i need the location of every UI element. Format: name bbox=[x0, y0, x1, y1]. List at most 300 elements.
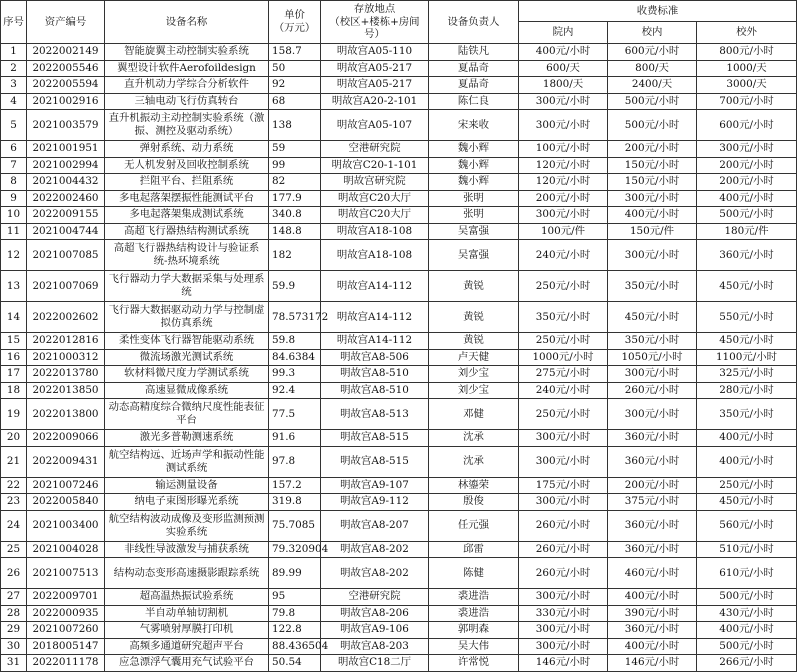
cell-fee-in: 240元/小时 bbox=[519, 382, 608, 399]
table-row bbox=[1, 589, 797, 606]
cell-fee-out: 430元/小时 bbox=[697, 605, 797, 622]
cell-fee-in: 200元/小时 bbox=[519, 190, 608, 207]
cell-price: 148.8 bbox=[269, 223, 321, 240]
cell-fee-out: 360元/小时 bbox=[697, 240, 797, 271]
table-row bbox=[1, 494, 797, 511]
table-row bbox=[1, 382, 797, 399]
cell-price: 79.8 bbox=[269, 605, 321, 622]
cell-fee-out: 400元/小时 bbox=[697, 622, 797, 639]
cell-name: 无人机发射及回收控制系统 bbox=[105, 157, 269, 174]
cell-owner: 吴大伟 bbox=[429, 638, 519, 655]
cell-price: 78.573172 bbox=[269, 302, 321, 333]
table-row bbox=[1, 110, 797, 141]
cell-asset-no: 2021007260 bbox=[27, 622, 105, 639]
cell-fee-out: 3000/天 bbox=[697, 77, 797, 94]
cell-price: 158.7 bbox=[269, 44, 321, 61]
cell-asset-no: 2021002994 bbox=[27, 157, 105, 174]
cell-location: 明故宫C18二厅 bbox=[321, 655, 429, 672]
cell-asset-no: 2022005546 bbox=[27, 60, 105, 77]
cell-fee-out: 250元/小时 bbox=[697, 477, 797, 494]
cell-owner: 任元强 bbox=[429, 510, 519, 541]
cell-location: 明故宫C20大厅 bbox=[321, 207, 429, 224]
cell-seq: 10 bbox=[1, 207, 27, 224]
cell-fee-out: 280元/小时 bbox=[697, 382, 797, 399]
cell-owner: 殷俊 bbox=[429, 494, 519, 511]
cell-fee-school: 300元/小时 bbox=[608, 240, 697, 271]
cell-price: 91.6 bbox=[269, 430, 321, 447]
cell-price: 82 bbox=[269, 174, 321, 191]
cell-price: 59.8 bbox=[269, 333, 321, 350]
cell-location: 明故宫A14-112 bbox=[321, 271, 429, 302]
cell-fee-out: 700元/小时 bbox=[697, 93, 797, 110]
cell-name: 三轴电动飞行仿真转台 bbox=[105, 93, 269, 110]
cell-owner: 许常悦 bbox=[429, 655, 519, 672]
cell-fee-school: 150元/件 bbox=[608, 223, 697, 240]
cell-fee-in: 400元/小时 bbox=[519, 44, 608, 61]
cell-owner: 吴富强 bbox=[429, 223, 519, 240]
cell-fee-in: 120元/小时 bbox=[519, 174, 608, 191]
cell-asset-no: 2022011178 bbox=[27, 655, 105, 672]
cell-location: 明故宫A8-506 bbox=[321, 349, 429, 366]
cell-name: 高速显微成像系统 bbox=[105, 382, 269, 399]
cell-price: 77.5 bbox=[269, 399, 321, 430]
cell-seq: 21 bbox=[1, 446, 27, 477]
cell-location: 空港研究院 bbox=[321, 589, 429, 606]
cell-location: 明故宫A20-2-101 bbox=[321, 93, 429, 110]
cell-seq: 23 bbox=[1, 494, 27, 511]
cell-fee-in: 1000元/小时 bbox=[519, 349, 608, 366]
cell-fee-in: 1800/天 bbox=[519, 77, 608, 94]
cell-location: 明故宫C20大厅 bbox=[321, 190, 429, 207]
cell-fee-out: 500元/小时 bbox=[697, 207, 797, 224]
cell-asset-no: 2022000935 bbox=[27, 605, 105, 622]
cell-seq: 1 bbox=[1, 44, 27, 61]
cell-price: 59 bbox=[269, 141, 321, 158]
cell-name: 航空结构波动成像及变形监测预测实验系统 bbox=[105, 510, 269, 541]
cell-price: 99.3 bbox=[269, 366, 321, 383]
table-row bbox=[1, 605, 797, 622]
cell-price: 84.6384 bbox=[269, 349, 321, 366]
cell-asset-no: 2021000312 bbox=[27, 349, 105, 366]
cell-owner: 邱雷 bbox=[429, 541, 519, 558]
cell-asset-no: 2021002916 bbox=[27, 93, 105, 110]
cell-location: 明故宫A8-207 bbox=[321, 510, 429, 541]
cell-seq: 31 bbox=[1, 655, 27, 672]
cell-owner: 张明 bbox=[429, 190, 519, 207]
cell-fee-out: 200元/小时 bbox=[697, 174, 797, 191]
cell-owner: 夏晶奇 bbox=[429, 60, 519, 77]
cell-seq: 13 bbox=[1, 271, 27, 302]
cell-seq: 8 bbox=[1, 174, 27, 191]
cell-fee-school: 300元/小时 bbox=[608, 190, 697, 207]
cell-fee-school: 450元/小时 bbox=[608, 302, 697, 333]
cell-fee-in: 100元/小时 bbox=[519, 141, 608, 158]
cell-asset-no: 2021004744 bbox=[27, 223, 105, 240]
cell-fee-in: 300元/小时 bbox=[519, 110, 608, 141]
cell-fee-school: 400元/小时 bbox=[608, 589, 697, 606]
cell-location: 明故宫研究院 bbox=[321, 174, 429, 191]
cell-price: 68 bbox=[269, 93, 321, 110]
cell-seq: 17 bbox=[1, 366, 27, 383]
cell-asset-no: 2022002149 bbox=[27, 44, 105, 61]
table-row bbox=[1, 655, 797, 672]
cell-owner: 刘少宝 bbox=[429, 366, 519, 383]
cell-fee-out: 600元/小时 bbox=[697, 110, 797, 141]
cell-fee-in: 300元/小时 bbox=[519, 589, 608, 606]
cell-seq: 24 bbox=[1, 510, 27, 541]
cell-location: 明故宫A8-513 bbox=[321, 399, 429, 430]
cell-owner: 郭明森 bbox=[429, 622, 519, 639]
table-row bbox=[1, 333, 797, 350]
cell-seq: 11 bbox=[1, 223, 27, 240]
cell-fee-in: 260元/小时 bbox=[519, 510, 608, 541]
table-row bbox=[1, 44, 797, 61]
cell-name: 直升机振动主动控制实验系统（激振、测控及驱动系统） bbox=[105, 110, 269, 141]
cell-fee-out: 550元/小时 bbox=[697, 302, 797, 333]
table-row bbox=[1, 510, 797, 541]
cell-fee-school: 500元/小时 bbox=[608, 110, 697, 141]
header-seq: 序号 bbox=[1, 1, 27, 44]
cell-location: 明故宫A8-202 bbox=[321, 558, 429, 589]
cell-fee-in: 250元/小时 bbox=[519, 333, 608, 350]
cell-fee-out: 500元/小时 bbox=[697, 638, 797, 655]
cell-fee-school: 800/天 bbox=[608, 60, 697, 77]
cell-asset-no: 2018005147 bbox=[27, 638, 105, 655]
cell-name: 气雾喷射厚膜打印机 bbox=[105, 622, 269, 639]
cell-owner: 黄锐 bbox=[429, 271, 519, 302]
cell-seq: 25 bbox=[1, 541, 27, 558]
cell-name: 高超飞行器热结构设计与验证系统-热环境系统 bbox=[105, 240, 269, 271]
cell-seq: 18 bbox=[1, 382, 27, 399]
cell-name: 拦阻平台、拦阻系统 bbox=[105, 174, 269, 191]
cell-seq: 29 bbox=[1, 622, 27, 639]
cell-seq: 12 bbox=[1, 240, 27, 271]
cell-fee-out: 450元/小时 bbox=[697, 333, 797, 350]
cell-fee-in: 300元/小时 bbox=[519, 207, 608, 224]
cell-location: 明故宫A05-107 bbox=[321, 110, 429, 141]
cell-fee-in: 240元/小时 bbox=[519, 240, 608, 271]
cell-fee-school: 300元/小时 bbox=[608, 366, 697, 383]
cell-fee-in: 100元/件 bbox=[519, 223, 608, 240]
cell-fee-school: 360元/小时 bbox=[608, 430, 697, 447]
table-body bbox=[1, 44, 797, 672]
cell-fee-out: 400元/小时 bbox=[697, 430, 797, 447]
cell-location: 明故宫A9-112 bbox=[321, 494, 429, 511]
cell-owner: 魏小辉 bbox=[429, 157, 519, 174]
cell-fee-school: 146元/小时 bbox=[608, 655, 697, 672]
cell-fee-out: 560元/小时 bbox=[697, 510, 797, 541]
header-name: 设备名称 bbox=[105, 1, 269, 44]
cell-fee-in: 260元/小时 bbox=[519, 558, 608, 589]
cell-seq: 2 bbox=[1, 60, 27, 77]
cell-owner: 林鎏荣 bbox=[429, 477, 519, 494]
cell-owner: 卢天健 bbox=[429, 349, 519, 366]
cell-fee-school: 360元/小时 bbox=[608, 446, 697, 477]
table-row bbox=[1, 174, 797, 191]
cell-location: 明故宫A14-112 bbox=[321, 333, 429, 350]
cell-name: 动态高精度综合微纳尺度性能表征平台 bbox=[105, 399, 269, 430]
cell-name: 柔性变体飞行器智能驱动系统 bbox=[105, 333, 269, 350]
cell-fee-in: 260元/小时 bbox=[519, 541, 608, 558]
cell-name: 高频多通道研究超声平台 bbox=[105, 638, 269, 655]
cell-owner: 黄锐 bbox=[429, 302, 519, 333]
header-asset-no: 资产编号 bbox=[27, 1, 105, 44]
cell-owner: 陆铁凡 bbox=[429, 44, 519, 61]
table-header bbox=[1, 1, 797, 44]
cell-location: 明故宫A9-107 bbox=[321, 477, 429, 494]
cell-fee-in: 300元/小时 bbox=[519, 622, 608, 639]
cell-name: 多电起落架集成测试系统 bbox=[105, 207, 269, 224]
cell-fee-out: 266元/小时 bbox=[697, 655, 797, 672]
cell-seq: 7 bbox=[1, 157, 27, 174]
cell-owner: 魏小辉 bbox=[429, 141, 519, 158]
cell-owner: 裘进浩 bbox=[429, 605, 519, 622]
cell-fee-school: 150元/小时 bbox=[608, 174, 697, 191]
table-row bbox=[1, 271, 797, 302]
cell-name: 飞行器动力学大数据采集与处理系统 bbox=[105, 271, 269, 302]
cell-location: 空港研究院 bbox=[321, 141, 429, 158]
cell-seq: 26 bbox=[1, 558, 27, 589]
cell-fee-school: 300元/小时 bbox=[608, 399, 697, 430]
cell-fee-school: 600元/小时 bbox=[608, 44, 697, 61]
cell-name: 微流场激光测试系统 bbox=[105, 349, 269, 366]
cell-name: 高超飞行器热结构测试系统 bbox=[105, 223, 269, 240]
cell-name: 结构动态变形高速摄影跟踪系统 bbox=[105, 558, 269, 589]
cell-owner: 张明 bbox=[429, 207, 519, 224]
cell-seq: 6 bbox=[1, 141, 27, 158]
table-row bbox=[1, 430, 797, 447]
cell-name: 多电起落架摆振性能测试平台 bbox=[105, 190, 269, 207]
cell-fee-school: 500元/小时 bbox=[608, 93, 697, 110]
cell-asset-no: 2021007085 bbox=[27, 240, 105, 271]
table-row bbox=[1, 141, 797, 158]
cell-owner: 吴富强 bbox=[429, 240, 519, 271]
cell-fee-out: 200元/小时 bbox=[697, 157, 797, 174]
cell-price: 50 bbox=[269, 60, 321, 77]
cell-fee-school: 350元/小时 bbox=[608, 333, 697, 350]
cell-owner: 裘进浩 bbox=[429, 589, 519, 606]
cell-price: 177.9 bbox=[269, 190, 321, 207]
cell-location: 明故宫A8-515 bbox=[321, 430, 429, 447]
cell-fee-in: 300元/小时 bbox=[519, 638, 608, 655]
cell-owner: 邓健 bbox=[429, 399, 519, 430]
cell-fee-school: 360元/小时 bbox=[608, 541, 697, 558]
cell-owner: 陈仁良 bbox=[429, 93, 519, 110]
cell-fee-in: 600/天 bbox=[519, 60, 608, 77]
cell-location: 明故宫A05-217 bbox=[321, 60, 429, 77]
cell-seq: 14 bbox=[1, 302, 27, 333]
table-row bbox=[1, 223, 797, 240]
cell-seq: 5 bbox=[1, 110, 27, 141]
table-row bbox=[1, 477, 797, 494]
cell-fee-school: 360元/小时 bbox=[608, 510, 697, 541]
cell-location: 明故宫A8-510 bbox=[321, 366, 429, 383]
cell-seq: 4 bbox=[1, 93, 27, 110]
cell-name: 非线性导波激发与捕获系统 bbox=[105, 541, 269, 558]
cell-fee-in: 120元/小时 bbox=[519, 157, 608, 174]
cell-name: 纳电子束图形曝光系统 bbox=[105, 494, 269, 511]
header-owner: 设备负责人 bbox=[429, 1, 519, 44]
cell-owner: 刘少宝 bbox=[429, 382, 519, 399]
cell-name: 半自动单轴切割机 bbox=[105, 605, 269, 622]
cell-fee-school: 260元/小时 bbox=[608, 382, 697, 399]
cell-asset-no: 2022013780 bbox=[27, 366, 105, 383]
cell-seq: 27 bbox=[1, 589, 27, 606]
cell-seq: 30 bbox=[1, 638, 27, 655]
cell-fee-out: 1000/天 bbox=[697, 60, 797, 77]
cell-fee-school: 1050元/小时 bbox=[608, 349, 697, 366]
cell-name: 飞行器大数据驱动动力学与控制虚拟仿真系统 bbox=[105, 302, 269, 333]
cell-fee-school: 390元/小时 bbox=[608, 605, 697, 622]
cell-price: 75.7085 bbox=[269, 510, 321, 541]
table-row bbox=[1, 638, 797, 655]
cell-name: 翼型设计软件Aerofoildesign bbox=[105, 60, 269, 77]
cell-fee-out: 500元/小时 bbox=[697, 589, 797, 606]
cell-fee-in: 175元/小时 bbox=[519, 477, 608, 494]
cell-location: 明故宫A8-515 bbox=[321, 446, 429, 477]
table-row bbox=[1, 93, 797, 110]
cell-price: 50.54 bbox=[269, 655, 321, 672]
cell-location: 明故宫C20-1-101 bbox=[321, 157, 429, 174]
cell-asset-no: 2022002460 bbox=[27, 190, 105, 207]
cell-seq: 28 bbox=[1, 605, 27, 622]
cell-location: 明故宫A8-510 bbox=[321, 382, 429, 399]
cell-seq: 19 bbox=[1, 399, 27, 430]
cell-asset-no: 2022013800 bbox=[27, 399, 105, 430]
table-row bbox=[1, 558, 797, 589]
cell-fee-school: 200元/小时 bbox=[608, 477, 697, 494]
cell-fee-in: 250元/小时 bbox=[519, 399, 608, 430]
cell-asset-no: 2022009066 bbox=[27, 430, 105, 447]
cell-asset-no: 2022005594 bbox=[27, 77, 105, 94]
cell-fee-school: 150元/小时 bbox=[608, 157, 697, 174]
cell-name: 输运测量设备 bbox=[105, 477, 269, 494]
cell-price: 319.8 bbox=[269, 494, 321, 511]
cell-fee-out: 510元/小时 bbox=[697, 541, 797, 558]
cell-fee-in: 300元/小时 bbox=[519, 494, 608, 511]
cell-price: 79.320904 bbox=[269, 541, 321, 558]
cell-owner: 黄锐 bbox=[429, 333, 519, 350]
table-row bbox=[1, 77, 797, 94]
cell-fee-school: 360元/小时 bbox=[608, 622, 697, 639]
cell-fee-out: 450元/小时 bbox=[697, 494, 797, 511]
header-fee-school: 校内 bbox=[608, 22, 697, 44]
cell-name: 直升机动力学综合分析软件 bbox=[105, 77, 269, 94]
cell-fee-school: 2400/天 bbox=[608, 77, 697, 94]
cell-location: 明故宫A8-202 bbox=[321, 541, 429, 558]
cell-asset-no: 2022005840 bbox=[27, 494, 105, 511]
cell-asset-no: 2021003400 bbox=[27, 510, 105, 541]
cell-fee-out: 400元/小时 bbox=[697, 446, 797, 477]
header-fee: 收费标准 bbox=[519, 1, 797, 22]
cell-price: 340.8 bbox=[269, 207, 321, 224]
header-location: 存放地点 （校区+楼栋+房间号） bbox=[321, 1, 429, 44]
cell-name: 激光多普勒测速系统 bbox=[105, 430, 269, 447]
cell-fee-in: 300元/小时 bbox=[519, 430, 608, 447]
table-row bbox=[1, 622, 797, 639]
cell-price: 95 bbox=[269, 589, 321, 606]
cell-asset-no: 2022009431 bbox=[27, 446, 105, 477]
cell-location: 明故宫A05-110 bbox=[321, 44, 429, 61]
cell-location: 明故宫A05-217 bbox=[321, 77, 429, 94]
cell-fee-school: 460元/小时 bbox=[608, 558, 697, 589]
cell-fee-out: 350元/小时 bbox=[697, 399, 797, 430]
cell-fee-school: 400元/小时 bbox=[608, 638, 697, 655]
cell-price: 138 bbox=[269, 110, 321, 141]
cell-fee-in: 146元/小时 bbox=[519, 655, 608, 672]
table-row bbox=[1, 157, 797, 174]
cell-asset-no: 2022002602 bbox=[27, 302, 105, 333]
cell-price: 89.99 bbox=[269, 558, 321, 589]
cell-fee-in: 275元/小时 bbox=[519, 366, 608, 383]
table-row bbox=[1, 366, 797, 383]
table-row bbox=[1, 302, 797, 333]
cell-owner: 夏晶奇 bbox=[429, 77, 519, 94]
cell-asset-no: 2022012816 bbox=[27, 333, 105, 350]
cell-fee-out: 180元/件 bbox=[697, 223, 797, 240]
header-fee-in: 院内 bbox=[519, 22, 608, 44]
cell-price: 99 bbox=[269, 157, 321, 174]
table-row bbox=[1, 190, 797, 207]
cell-owner: 沈承 bbox=[429, 446, 519, 477]
cell-seq: 3 bbox=[1, 77, 27, 94]
cell-asset-no: 2021004028 bbox=[27, 541, 105, 558]
cell-location: 明故宫A18-108 bbox=[321, 223, 429, 240]
cell-location: 明故宫A14-112 bbox=[321, 302, 429, 333]
cell-price: 88.436504 bbox=[269, 638, 321, 655]
cell-fee-school: 375元/小时 bbox=[608, 494, 697, 511]
table-row bbox=[1, 60, 797, 77]
cell-fee-in: 350元/小时 bbox=[519, 302, 608, 333]
cell-asset-no: 2021007513 bbox=[27, 558, 105, 589]
cell-fee-out: 300元/小时 bbox=[697, 141, 797, 158]
cell-location: 明故宫A8-203 bbox=[321, 638, 429, 655]
cell-fee-out: 800元/小时 bbox=[697, 44, 797, 61]
cell-fee-in: 250元/小时 bbox=[519, 271, 608, 302]
cell-owner: 沈承 bbox=[429, 430, 519, 447]
cell-price: 92 bbox=[269, 77, 321, 94]
cell-price: 97.8 bbox=[269, 446, 321, 477]
cell-location: 明故宫A18-108 bbox=[321, 240, 429, 271]
cell-location: 明故宫A9-106 bbox=[321, 622, 429, 639]
cell-fee-out: 610元/小时 bbox=[697, 558, 797, 589]
table-row bbox=[1, 446, 797, 477]
header-price: 单价 （万元） bbox=[269, 1, 321, 44]
cell-fee-out: 400元/小时 bbox=[697, 190, 797, 207]
header-fee-out: 校外 bbox=[697, 22, 797, 44]
cell-price: 122.8 bbox=[269, 622, 321, 639]
cell-asset-no: 2022013850 bbox=[27, 382, 105, 399]
cell-name: 弹射系统、动力系统 bbox=[105, 141, 269, 158]
cell-owner: 陈健 bbox=[429, 558, 519, 589]
cell-price: 92.4 bbox=[269, 382, 321, 399]
cell-fee-in: 300元/小时 bbox=[519, 446, 608, 477]
cell-seq: 16 bbox=[1, 349, 27, 366]
cell-owner: 魏小辉 bbox=[429, 174, 519, 191]
cell-asset-no: 2021007069 bbox=[27, 271, 105, 302]
cell-fee-in: 330元/小时 bbox=[519, 605, 608, 622]
cell-name: 应急漂浮气囊用充气试验平台 bbox=[105, 655, 269, 672]
cell-asset-no: 2021001951 bbox=[27, 141, 105, 158]
table-row bbox=[1, 240, 797, 271]
cell-fee-school: 200元/小时 bbox=[608, 141, 697, 158]
cell-price: 182 bbox=[269, 240, 321, 271]
cell-fee-out: 1100元/小时 bbox=[697, 349, 797, 366]
cell-name: 智能旋翼主动控制实验系统 bbox=[105, 44, 269, 61]
cell-seq: 20 bbox=[1, 430, 27, 447]
cell-fee-in: 300元/小时 bbox=[519, 93, 608, 110]
cell-name: 超高温热振试验系统 bbox=[105, 589, 269, 606]
